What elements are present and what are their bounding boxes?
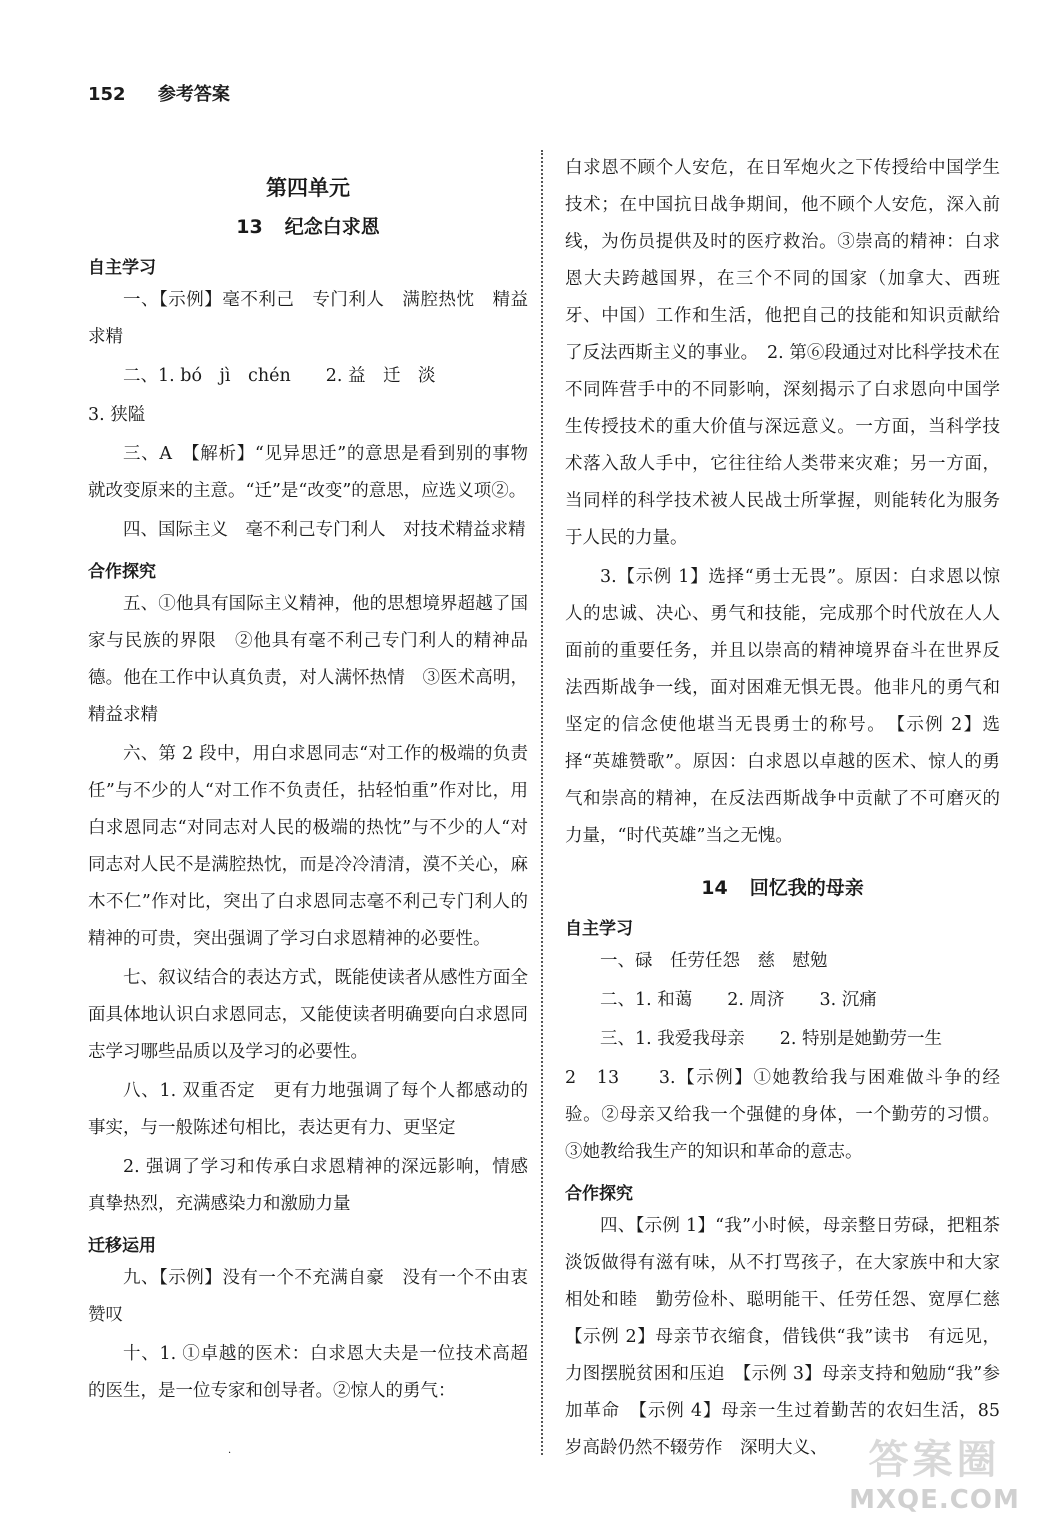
answer-paragraph: 七、叙议结合的表达方式，既能使读者从感性方面全面具体地认识白求恩同志，又能使读者明确要向白求恩同志学习哪些品质以及学习的必要性。 (88, 968, 528, 1062)
watermark-logo (832, 1428, 1037, 1518)
answer-paragraph: 九、【示例】没有一个不充满自豪 没有一个不由衷赞叹 (88, 1268, 528, 1325)
header-title: 参考答案 (157, 84, 230, 105)
lesson-13-number: 13 (236, 216, 263, 238)
page-header (88, 80, 230, 106)
lesson-14-number: 14 (701, 877, 728, 899)
answer-paragraph: 2. 强调了学习和传承白求恩精神的深远影响，情感真挚热烈，充满感染力和激励力量 (88, 1157, 528, 1214)
lesson-14-title (565, 873, 1000, 900)
lesson-13-name: 纪念白求恩 (284, 216, 380, 238)
answer-paragraph: 二、1. 和蔼 2. 周济 3. 沉痛 (600, 990, 877, 1010)
watermark-bottom: MXQE.COM (849, 1485, 1020, 1515)
section-self-study: 自主学习 (88, 258, 156, 278)
section-cooperation-2: 合作探究 (565, 1184, 633, 1204)
answer-paragraph: 十、1. ①卓越的医术：白求恩大夫是一位技术高超的医生，是一位专家和创导者。②惊人的勇气： (88, 1344, 528, 1401)
answer-paragraph: 三、A 【解析】“见异思迁”的意思是看到别的事物就改变原来的主意。“迁”是“改变”的意思，应选义项②。 (88, 444, 528, 501)
stray-mark: · (228, 1448, 232, 1459)
lesson-14-name: 回忆我的母亲 (749, 877, 864, 899)
answer-paragraph: 一、【示例】毫不利己 专门利人 满腔热忱 精益求精 (88, 290, 528, 347)
page-number: 152 (88, 84, 126, 105)
answer-paragraph: 白求恩不顾个人安危，在日军炮火之下传授给中国学生技术；在中国抗日战争期间，他不顾个人安危，深入前线，为伤员提供及时的医疗救治。③崇高的精神：白求恩大夫跨越国界，在三个不同的国家（加拿大、西班牙、中国）工作和生活，他把自己的技能和知识贡献给了反法西斯主义的事业。 2. 第⑥段通过对比科学技术在不同阵营手中的不同影响，深刻揭示了白求恩向中国学生传授技术的重大价值与深远意义。一方面，当科学技术落入敌人手中，它往往给人类带来灾难；另一方面，当同样的科学技术被人民战士所掌握，则能转化为服务于人民的力量。 (565, 158, 1000, 548)
answer-paragraph: 3.【示例 1】选择“勇士无畏”。原因：白求恩以惊人的忠诚、决心、勇气和技能，完成那个时代放在人人面前的重要任务，并且以崇高的精神境界奋斗在世界反法西斯战争一线，面对困难无惧无畏。他非凡的勇气和坚定的信念使他堪当无畏勇士的称号。 【示例 2】选择“英雄赞歌”。原因：白求恩以卓越的医术、惊人的勇气和崇高的精神，在反法西斯战争中贡献了不可磨灭的力量，“时代英雄”当之无愧。 (565, 567, 1000, 846)
answer-paragraph: 2 13 3.【示例】①她教给我与困难做斗争的经验。②母亲又给我一个强健的身体，一个勤劳的习惯。③她教给我生产的知识和革命的意志。 (565, 1068, 1000, 1162)
section-transfer: 迁移运用 (88, 1236, 156, 1256)
answer-paragraph: 八、1. 双重否定 更有力地强调了每个人都感动的事实，与一般陈述句相比，表达更有力、更坚定 (88, 1081, 528, 1138)
right-column (565, 150, 1018, 1469)
answer-paragraph: 二、1. bó jì chén 2. 益 迁 淡 (123, 366, 436, 386)
section-self-study-2: 自主学习 (565, 919, 633, 939)
answer-paragraph: 3. 狭隘 (88, 405, 146, 425)
left-column (88, 150, 528, 1412)
column-divider (541, 150, 543, 1455)
answer-paragraph: 四、国际主义 毫不利己专门利人 对技术精益求精 (123, 520, 526, 540)
answer-paragraph: 一、碌 任劳任怨 慈 慰勉 (600, 951, 828, 971)
unit-title: 第四单元 (266, 176, 350, 200)
section-cooperation: 合作探究 (88, 562, 156, 582)
watermark-top: 答案圈 (868, 1437, 1001, 1483)
answer-paragraph: 六、第 2 段中，用白求恩同志“对工作的极端的负责任”与不少的人“对工作不负责任，拈轻怕重”作对比，用白求恩同志“对同志对人民的极端的热忱”与不少的人“对同志对人民不是满腔热忱，而是冷冷清清，漠不关心，麻木不仁”作对比，突出了白求恩同志毫不利己专门利人的精神的可贵，突出强调了学习白求恩精神的必要性。 (88, 744, 528, 949)
answer-paragraph: 五、①他具有国际主义精神，他的思想境界超越了国家与民族的界限 ②他具有毫不利己专门利人的精神品德。他在工作中认真负责，对人满怀热情 ③医术高明，精益求精 (88, 594, 528, 725)
answer-paragraph: 四、【示例 1】“我”小时候，母亲整日劳碌，把粗茶淡饭做得有滋有味，从不打骂孩子，在大家族中和大家相处和睦 勤劳俭朴、聪明能干、任劳任怨、宽厚仁慈 【示例 2】母亲节衣缩食，借钱供“我”读书 有远见，力图摆脱贫困和压迫 【示例 3】母亲支持和勉励“我”参加革命 【示例 4】母亲一生过着勤苦的农妇生活，85 岁高龄仍然不辍劳作 深明大义、 (565, 1216, 1018, 1458)
answer-paragraph: 三、1. 我爱我母亲 2. 特别是她勤劳一生 (600, 1029, 943, 1049)
lesson-13-title (88, 212, 528, 239)
